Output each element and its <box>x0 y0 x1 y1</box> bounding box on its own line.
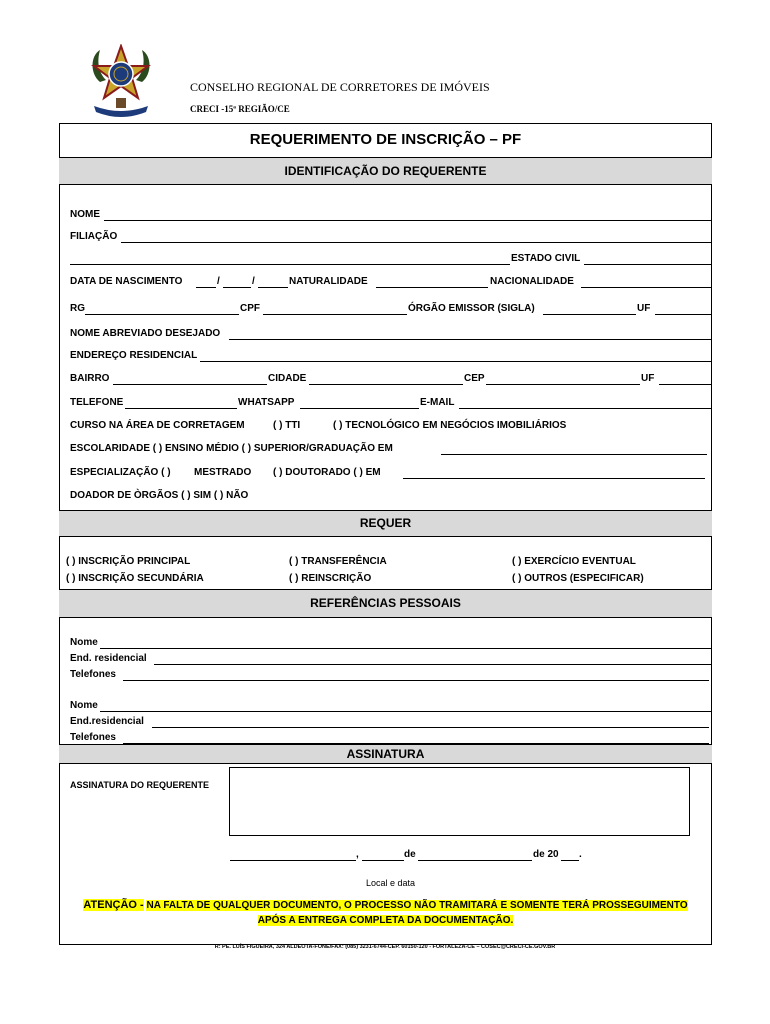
input-mes[interactable] <box>223 287 251 288</box>
label-nome: NOME <box>70 209 100 220</box>
label-bairro: BAIRRO <box>70 373 110 384</box>
label-whatsapp: WHATSAPP <box>238 397 295 408</box>
label-ref1-tel: Telefones <box>70 669 116 680</box>
option-tecnologico[interactable]: ( ) TECNOLÓGICO EM NEGÓCIOS IMOBILIÁRIOS <box>333 420 567 431</box>
label-local-data: Local e data <box>366 878 416 888</box>
label-doador[interactable]: DOADOR DE ÒRGÃOS ( ) SIM ( ) NÃO <box>70 490 249 501</box>
date-separator-1: / <box>217 276 220 287</box>
section-request: REQUER <box>59 510 712 537</box>
label-uf-2: UF <box>641 373 655 384</box>
label-filiacao: FILIAÇÃO <box>70 231 118 242</box>
label-telefone: TELEFONE <box>70 397 124 408</box>
signature-box[interactable] <box>229 767 690 836</box>
label-escolaridade[interactable]: ESCOLARIDADE ( ) ENSINO MÉDIO ( ) SUPERIOR/GRADUAÇÃO EM <box>70 443 393 454</box>
input-uf[interactable] <box>655 314 711 315</box>
input-especializacao-em[interactable] <box>403 478 705 479</box>
label-cpf: CPF <box>240 303 260 314</box>
input-nome-abreviado[interactable] <box>229 339 711 340</box>
label-doutorado[interactable]: ( ) DOUTORADO ( ) EM <box>273 467 381 478</box>
label-rg: RG <box>70 303 85 314</box>
date-separator-2: / <box>252 276 255 287</box>
footer-address: R: PE. LUÍS FIGUEIRA, 324 ALDEOTA-FONE/FAX: (085) 3231-6744-CEP. 60150-120 - FORTALEZA-CE – COSEC@CRECI-CE.GOV.BR <box>214 944 556 950</box>
label-cep: CEP <box>464 373 485 384</box>
input-local[interactable] <box>230 860 356 861</box>
text-de-20: de 20 <box>533 849 559 860</box>
label-email: E-MAIL <box>420 397 455 408</box>
label-ref2-nome: Nome <box>70 700 98 711</box>
input-bairro[interactable] <box>113 384 267 385</box>
label-endereco: ENDEREÇO RESIDENCIAL <box>70 350 198 361</box>
warning-line2: APÓS A ENTREGA COMPLETA DA DOCUMENTAÇÃO. <box>257 915 514 926</box>
warning-line1: NA FALTA DE QUALQUER DOCUMENTO, O PROCESSO NÃO TRAMITARÁ E SOMENTE TERÁ PROSSEGUIMENTO <box>146 900 688 911</box>
label-estado-civil: ESTADO CIVIL <box>511 253 581 264</box>
input-cpf[interactable] <box>263 314 407 315</box>
option-reinscricao[interactable]: ( ) REINSCRIÇÃO <box>289 573 372 584</box>
input-ref2-nome[interactable] <box>100 711 711 712</box>
label-orgao-emissor: ÓRGÃO EMISSOR (SIGLA) <box>408 303 535 314</box>
input-ref1-nome[interactable] <box>100 648 711 649</box>
page-title: REQUERIMENTO DE INSCRIÇÃO – PF <box>249 131 522 148</box>
label-uf: UF <box>637 303 651 314</box>
label-ref1-end: End. residencial <box>70 653 147 664</box>
section-identification: IDENTIFICAÇÃO DO REQUERENTE <box>59 157 712 185</box>
option-inscricao-principal[interactable]: ( ) INSCRIÇÃO PRINCIPAL <box>66 556 191 567</box>
input-cep[interactable] <box>486 384 640 385</box>
input-ref2-end[interactable] <box>152 727 709 728</box>
input-ref1-end[interactable] <box>154 664 711 665</box>
input-uf-2[interactable] <box>659 384 711 385</box>
label-cidade: CIDADE <box>268 373 307 384</box>
text-de-1: de <box>404 849 416 860</box>
label-ref2-end: End.residencial <box>70 716 144 727</box>
emblem-sword-hilt <box>116 98 126 108</box>
label-ref1-nome: Nome <box>70 637 98 648</box>
input-cidade[interactable] <box>309 384 463 385</box>
creci-emblem-logo <box>86 44 156 120</box>
option-transferencia[interactable]: ( ) TRANSFERÊNCIA <box>289 556 387 567</box>
option-tti[interactable]: ( ) TTI <box>273 420 301 431</box>
label-naturalidade: NATURALIDADE <box>289 276 368 287</box>
input-ano-assinatura[interactable] <box>561 860 579 861</box>
label-mestrado: MESTRADO <box>194 467 252 478</box>
option-exercicio-eventual[interactable]: ( ) EXERCÍCIO EVENTUAL <box>512 556 636 567</box>
council-region: CRECI -15ª REGIÃO/CE <box>190 104 290 114</box>
option-outros[interactable]: ( ) OUTROS (ESPECIFICAR) <box>512 573 644 584</box>
warning-prefix: ATENÇÃO - <box>83 899 144 911</box>
input-dia[interactable] <box>196 287 216 288</box>
input-filiacao-1[interactable] <box>121 242 711 243</box>
text-comma: , <box>356 849 359 860</box>
section-references: REFERÊNCIAS PESSOAIS <box>59 589 712 618</box>
input-rg[interactable] <box>85 314 239 315</box>
input-telefone[interactable] <box>125 408 237 409</box>
label-ref2-tel: Telefones <box>70 732 116 743</box>
label-nacionalidade: NACIONALIDADE <box>490 276 574 287</box>
input-endereco[interactable] <box>200 361 711 362</box>
input-graduacao[interactable] <box>441 454 707 455</box>
input-nome[interactable] <box>104 220 711 221</box>
council-name: CONSELHO REGIONAL DE CORRETORES DE IMÓVEIS <box>190 80 490 94</box>
emblem-globe <box>109 62 133 86</box>
text-period: . <box>579 849 582 860</box>
input-whatsapp[interactable] <box>300 408 419 409</box>
label-especializacao[interactable]: ESPECIALIZAÇÃO ( ) <box>70 467 171 478</box>
label-data-nascimento: DATA DE NASCIMENTO <box>70 276 183 287</box>
input-mes-assinatura[interactable] <box>418 860 532 861</box>
input-orgao-emissor[interactable] <box>543 314 636 315</box>
input-ano[interactable] <box>258 287 288 288</box>
input-filiacao-2[interactable] <box>70 264 510 265</box>
input-email[interactable] <box>459 408 711 409</box>
input-naturalidade[interactable] <box>376 287 488 288</box>
input-ref1-tel[interactable] <box>123 680 709 681</box>
label-assinatura: ASSINATURA DO REQUERENTE <box>70 780 210 790</box>
warning-notice <box>59 898 712 928</box>
input-nacionalidade[interactable] <box>581 287 711 288</box>
label-nome-abreviado: NOME ABREVIADO DESEJADO <box>70 328 221 339</box>
input-estado-civil[interactable] <box>584 264 711 265</box>
option-inscricao-secundaria[interactable]: ( ) INSCRIÇÃO SECUNDÁRIA <box>66 573 204 584</box>
label-curso: CURSO NA ÁREA DE CORRETAGEM <box>70 420 245 431</box>
section-signature: ASSINATURA <box>59 744 712 764</box>
input-dia-assinatura[interactable] <box>362 860 404 861</box>
